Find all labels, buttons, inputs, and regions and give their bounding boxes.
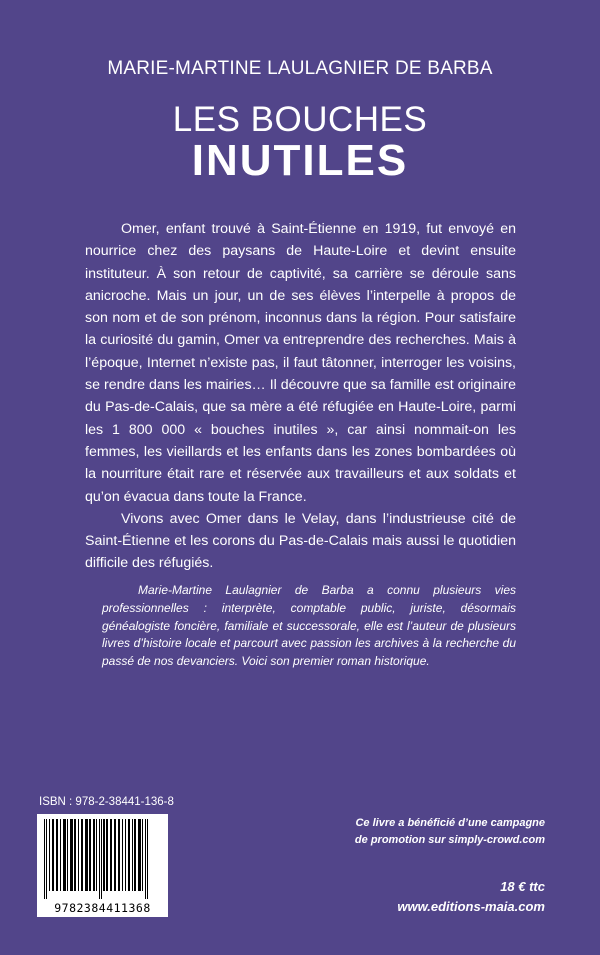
barcode-bar bbox=[49, 819, 50, 891]
author-bio-text: Marie-Martine Laulagnier de Barba a connu plusieurs vies professionnelles : interprète, comptable public, juriste, désormais généalogiste foncière, familiale et successorale, elle est l’auteur de plusieurs livres d’histoire locale et parcourt avec passion les archives à la recherche du passé de nos devanciers. Voici son premier roman historique. bbox=[102, 583, 516, 669]
synopsis-paragraph-1: Omer, enfant trouvé à Saint-Étienne en 1919, fut envoyé en nourrice chez des paysans de Haute-Loire et devint ensuite instituteur. À son retour de captivité, sa carrière se déroule sans anicroche. Mais un jour, un de ses élèves l’interpelle à propos de son nom et de son prénom, inconnus dans la région. Pour satisfaire la curiosité du gamin, Omer va entreprendre des recherches. Mais à l’époque, Internet n’existe pas, il faut tâtonner, interroger les voisins, se rendre dans les mairies… Il découvre que sa famille est originaire du Pas-de-Calais, que sa mère a été réfugiée en Haute-Loire, parmi les 1 800 000 « bouches inutiles », car ainsi nommait-on les femmes, les vieillards et les enfants dans les zones bombardées où la nourriture était rare et réservée aux travailleurs et aux soldats et qu’on évacua dans toute la France. bbox=[85, 221, 516, 505]
publisher-website: www.editions-maia.com bbox=[397, 899, 545, 914]
barcode-number: 9782384411368 bbox=[54, 901, 151, 915]
price: 18 € ttc bbox=[500, 879, 545, 894]
barcode-bar bbox=[93, 819, 95, 891]
barcode-bar bbox=[128, 819, 130, 891]
barcode-bar bbox=[74, 819, 76, 891]
promo-line-1: Ce livre a bénéficié d’une campagne bbox=[355, 817, 545, 829]
barcode-bar bbox=[99, 819, 100, 899]
author-bio bbox=[102, 582, 516, 671]
barcode-bar bbox=[114, 819, 116, 891]
promo-line-2: de promotion sur simply-crowd.com bbox=[354, 834, 545, 846]
promo-text bbox=[315, 815, 545, 849]
title-line-2: INUTILES bbox=[191, 136, 409, 185]
barcode-bar bbox=[85, 819, 88, 891]
barcode-bar bbox=[103, 819, 105, 891]
barcode-bar bbox=[118, 819, 120, 891]
title-line-1: LES BOUCHES bbox=[172, 100, 428, 139]
barcode-bar bbox=[56, 819, 58, 891]
barcode-bar bbox=[89, 819, 91, 891]
barcode-bar bbox=[142, 819, 143, 891]
barcode-bar bbox=[67, 819, 68, 891]
synopsis bbox=[85, 218, 516, 575]
barcode bbox=[37, 814, 168, 917]
barcode-bar bbox=[70, 819, 73, 891]
barcode-bar bbox=[81, 819, 83, 891]
barcode-bar bbox=[52, 819, 54, 891]
barcode-bar bbox=[147, 819, 148, 899]
synopsis-paragraph-2: Vivons avec Omer dans le Velay, dans l’industrieuse cité de Saint-Étienne et les corons du Pas-de-Calais mais aussi le quotidien difficile des réfugiés. bbox=[85, 510, 516, 572]
barcode-bar bbox=[122, 819, 123, 891]
barcode-bar bbox=[134, 819, 136, 891]
author-name: MARIE-MARTINE LAULAGNIER DE BARBA bbox=[107, 58, 493, 79]
barcode-bar bbox=[106, 819, 108, 891]
barcode-bar bbox=[110, 819, 112, 891]
barcode-bar bbox=[138, 819, 141, 891]
barcode-bar bbox=[60, 819, 61, 891]
barcode-bar bbox=[125, 819, 126, 891]
barcode-bar bbox=[145, 819, 146, 899]
barcode-bars-icon bbox=[42, 819, 163, 899]
barcode-bar bbox=[96, 819, 97, 891]
isbn-label: ISBN : 978-2-38441-136-8 bbox=[39, 796, 174, 808]
barcode-bar bbox=[46, 819, 47, 899]
barcode-bar bbox=[44, 819, 45, 899]
barcode-bar bbox=[78, 819, 79, 891]
barcode-bar bbox=[132, 819, 133, 891]
barcode-bar bbox=[101, 819, 102, 899]
barcode-bar bbox=[63, 819, 66, 891]
